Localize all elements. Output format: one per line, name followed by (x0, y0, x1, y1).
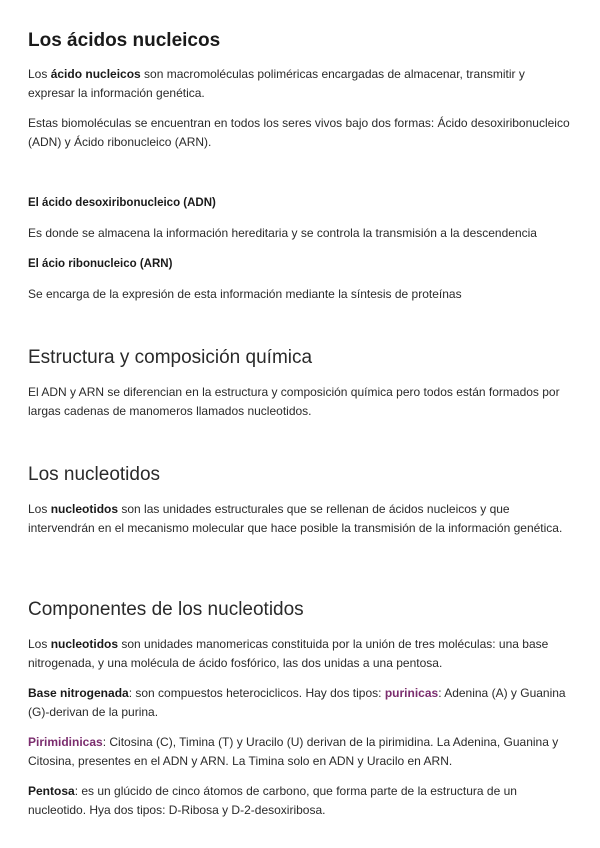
nucleotidos-term: nucleotidos (50, 502, 119, 516)
componentes-paragraph: Los nucleotidos son unidades manomericas constituida por la unión de tres moléculas: una base nitrogenada, y una molécula de ácido fosfórico, las dos unidas a una pentosa. (28, 637, 549, 670)
estructura-paragraph: El ADN y ARN se diferencian en la estructura y composición química pero todos están formados por largas cadenas de manomeros llamados nucleotidos. (28, 385, 560, 418)
pirimidinicas-term: Pirimidinicas (28, 735, 103, 749)
arn-paragraph: Se encarga de la expresión de esta información mediante la síntesis de proteínas (28, 287, 462, 301)
acido-nucleicos-term: ácido nucleicos (50, 67, 141, 81)
pentosa-term: Pentosa (28, 784, 75, 798)
componentes-heading: Componentes de los nucleotidos (28, 599, 304, 620)
intro-paragraph-1: Los ácido nucleicos son macromoléculas poliméricas encargadas de almacenar, transmitir y expresar la información genética. (28, 67, 525, 100)
nucleotidos-heading: Los nucleotidos (28, 464, 161, 485)
arn-heading: El ácio ribonucleico (ARN) (28, 258, 173, 270)
nucleotidos-term-2: nucleotidos (50, 637, 119, 651)
purinicas-term: purinicas (384, 686, 439, 700)
adn-heading: El ácido desoxiribonucleico (ADN) (28, 197, 216, 209)
base-nitrogenada-term: Base nitrogenada (28, 686, 129, 700)
intro-paragraph-2: Estas biomoléculas se encuentran en todos los seres vivos bajo dos formas: Ácido desoxiribonucleico (ADN) y Ácido ribonucleico (ARN). (28, 116, 570, 149)
pentosa-paragraph: Pentosa: es un glúcido de cinco átomos de carbono, que forma parte de la estructura de un nucleotido. Hya dos tipos: D-Ribosa y D-2-desoxiribosa. (28, 784, 517, 817)
page-title: Los ácidos nucleicos (28, 30, 221, 51)
nucleotidos-paragraph: Los nucleotidos son las unidades estructurales que se rellenan de ácidos nucleicos y que intervendrán en el mecanismo molecular que hace posible la transmisión de la información genética. (28, 502, 563, 535)
pirimidinicas-paragraph: Pirimidinicas: Citosina (C), Timina (T) y Uracilo (U) derivan de la pirimidina. La Adenina, Guanina y Citosina, presentes en el ADN y ARN. La Timina solo en ADN y Uracilo en ARN. (28, 735, 559, 768)
estructura-heading: Estructura y composición química (28, 347, 313, 368)
adn-paragraph: Es donde se almacena la información hereditaria y se controla la transmisión a la descendencia (28, 226, 537, 240)
base-nitrogenada-paragraph: Base nitrogenada: son compuestos heterociclicos. Hay dos tipos: purinicas: Adenina (A) y Guanina (G)-derivan de la purina. (28, 686, 566, 719)
